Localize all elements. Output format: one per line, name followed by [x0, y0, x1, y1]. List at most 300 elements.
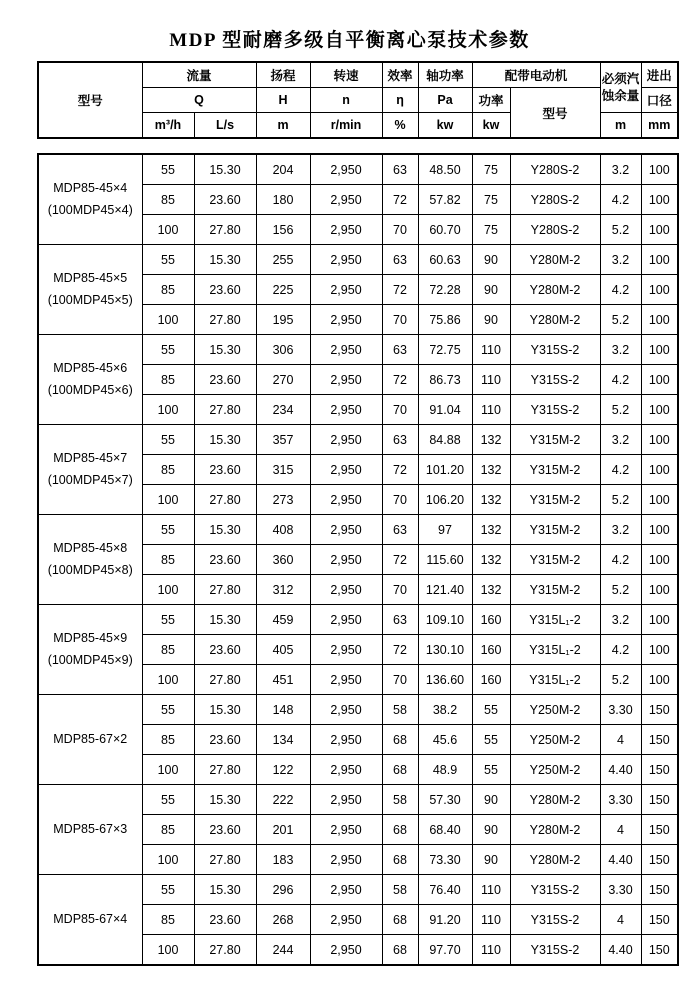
col-header-efficiency-symbol: η: [382, 88, 418, 113]
data-cell: 100: [641, 275, 678, 305]
data-cell: 101.20: [418, 455, 472, 485]
data-cell: 4: [600, 815, 641, 845]
data-cell: 90: [472, 305, 510, 335]
data-cell: 100: [641, 215, 678, 245]
data-cell: 2,950: [310, 485, 382, 515]
data-cell: 100: [641, 335, 678, 365]
data-cell: 15.30: [194, 515, 256, 545]
data-cell: 4.2: [600, 545, 641, 575]
data-cell: Y315L₁-2: [510, 665, 600, 695]
data-cell: Y315M-2: [510, 425, 600, 455]
pump-model-cell: [38, 605, 142, 695]
data-cell: 55: [472, 695, 510, 725]
data-cell: 75: [472, 185, 510, 215]
data-cell: 85: [142, 815, 194, 845]
data-cell: 100: [142, 935, 194, 966]
data-cell: 27.80: [194, 485, 256, 515]
data-cell: 408: [256, 515, 310, 545]
data-cell: 100: [641, 665, 678, 695]
data-cell: Y315L₁-2: [510, 635, 600, 665]
data-cell: 55: [142, 875, 194, 905]
data-cell: 27.80: [194, 845, 256, 875]
table-row: [38, 605, 678, 635]
data-cell: 85: [142, 275, 194, 305]
data-cell: 160: [472, 635, 510, 665]
data-cell: 4: [600, 905, 641, 935]
data-cell: 2,950: [310, 935, 382, 966]
data-cell: Y315M-2: [510, 455, 600, 485]
pump-model-label: (100MDP45×9): [47, 652, 133, 667]
data-cell: 45.6: [418, 725, 472, 755]
data-cell: 357: [256, 425, 310, 455]
data-cell: 4.2: [600, 185, 641, 215]
data-cell: 2,950: [310, 605, 382, 635]
data-cell: 100: [641, 365, 678, 395]
data-cell: 405: [256, 635, 310, 665]
data-cell: 70: [382, 215, 418, 245]
data-cell: 55: [142, 785, 194, 815]
col-header-flow-symbol: Q: [142, 88, 256, 113]
data-cell: 201: [256, 815, 310, 845]
table-row: [38, 154, 678, 185]
data-cell: 15.30: [194, 605, 256, 635]
pump-model-label: (100MDP45×8): [47, 562, 133, 577]
pump-model-label: MDP85-45×4: [53, 180, 128, 195]
data-cell: 38.2: [418, 695, 472, 725]
data-cell: 23.60: [194, 905, 256, 935]
data-cell: 132: [472, 455, 510, 485]
data-cell: 100: [641, 515, 678, 545]
data-cell: 23.60: [194, 275, 256, 305]
table-row: [38, 515, 678, 545]
data-cell: 2,950: [310, 455, 382, 485]
data-cell: 76.40: [418, 875, 472, 905]
data-cell: 15.30: [194, 785, 256, 815]
data-cell: 2,950: [310, 185, 382, 215]
data-cell: 100: [142, 575, 194, 605]
header-row-1: [38, 62, 678, 88]
data-cell: 75: [472, 154, 510, 185]
data-cell: 72: [382, 365, 418, 395]
header-table: [37, 61, 679, 139]
col-header-port-line1: 进出: [641, 62, 678, 88]
data-cell: 90: [472, 845, 510, 875]
data-cell: 100: [641, 425, 678, 455]
col-header-efficiency: 效率: [382, 62, 418, 88]
data-cell: 97.70: [418, 935, 472, 966]
pump-model-cell: [38, 515, 142, 605]
pump-model-label: MDP85-67×4: [53, 911, 128, 926]
npsh-label-line1: 必须汽: [601, 71, 640, 86]
pump-model-label: MDP85-45×6: [53, 360, 128, 375]
data-cell: 48.9: [418, 755, 472, 785]
col-header-motor-model: 型号: [510, 88, 600, 139]
data-cell: 5.2: [600, 575, 641, 605]
data-cell: 90: [472, 275, 510, 305]
table-row: [38, 335, 678, 365]
unit-npsh: m: [600, 113, 641, 139]
data-cell: 23.60: [194, 725, 256, 755]
col-header-head: 扬程: [256, 62, 310, 88]
data-cell: 4.40: [600, 845, 641, 875]
data-cell: 63: [382, 605, 418, 635]
data-cell: 3.2: [600, 335, 641, 365]
data-cell: Y315M-2: [510, 515, 600, 545]
data-cell: 72: [382, 455, 418, 485]
data-cell: 100: [142, 845, 194, 875]
data-cell: 90: [472, 245, 510, 275]
data-cell: 63: [382, 335, 418, 365]
data-cell: Y315S-2: [510, 365, 600, 395]
col-header-motor: 配带电动机: [472, 62, 600, 88]
data-cell: 68: [382, 815, 418, 845]
data-cell: 85: [142, 455, 194, 485]
data-cell: 100: [641, 154, 678, 185]
data-cell: 5.2: [600, 395, 641, 425]
data-cell: Y315M-2: [510, 485, 600, 515]
data-cell: 100: [641, 305, 678, 335]
data-cell: 100: [142, 485, 194, 515]
data-cell: 55: [472, 755, 510, 785]
data-cell: 132: [472, 485, 510, 515]
data-cell: 2,950: [310, 305, 382, 335]
data-cell: 90: [472, 815, 510, 845]
data-cell: Y315M-2: [510, 575, 600, 605]
data-cell: 273: [256, 485, 310, 515]
data-cell: 55: [472, 725, 510, 755]
data-cell: 150: [641, 935, 678, 966]
data-cell: 85: [142, 185, 194, 215]
data-cell: 27.80: [194, 575, 256, 605]
data-cell: 3.2: [600, 245, 641, 275]
data-cell: 2,950: [310, 545, 382, 575]
data-cell: 100: [641, 395, 678, 425]
data-cell: 100: [142, 215, 194, 245]
data-cell: 2,950: [310, 815, 382, 845]
data-cell: Y250M-2: [510, 725, 600, 755]
data-cell: 85: [142, 725, 194, 755]
col-header-speed-symbol: n: [310, 88, 382, 113]
data-cell: 100: [641, 575, 678, 605]
data-cell: 2,950: [310, 245, 382, 275]
data-cell: 306: [256, 335, 310, 365]
data-cell: 75: [472, 215, 510, 245]
pump-model-label: MDP85-45×7: [53, 450, 128, 465]
data-cell: 70: [382, 575, 418, 605]
data-cell: 360: [256, 545, 310, 575]
data-cell: 110: [472, 335, 510, 365]
data-cell: 2,950: [310, 695, 382, 725]
data-cell: 55: [142, 154, 194, 185]
pump-model-cell: [38, 785, 142, 875]
data-cell: Y315S-2: [510, 335, 600, 365]
data-cell: 55: [142, 605, 194, 635]
data-cell: Y315L₁-2: [510, 605, 600, 635]
data-cell: 73.30: [418, 845, 472, 875]
data-cell: 132: [472, 575, 510, 605]
data-cell: 70: [382, 305, 418, 335]
data-cell: 160: [472, 665, 510, 695]
data-cell: 85: [142, 545, 194, 575]
data-cell: 55: [142, 425, 194, 455]
data-cell: 106.20: [418, 485, 472, 515]
data-cell: 4: [600, 725, 641, 755]
data-cell: 15.30: [194, 875, 256, 905]
data-cell: 3.2: [600, 515, 641, 545]
data-cell: 150: [641, 845, 678, 875]
data-cell: 5.2: [600, 305, 641, 335]
data-cell: Y315S-2: [510, 935, 600, 966]
data-cell: 100: [142, 665, 194, 695]
data-cell: 100: [641, 455, 678, 485]
data-cell: Y280S-2: [510, 215, 600, 245]
table-row: [38, 245, 678, 275]
data-cell: 270: [256, 365, 310, 395]
data-cell: 2,950: [310, 905, 382, 935]
unit-flow-ls: L/s: [194, 113, 256, 139]
data-cell: Y280M-2: [510, 815, 600, 845]
data-cell: 150: [641, 905, 678, 935]
data-cell: Y280M-2: [510, 275, 600, 305]
data-cell: 55: [142, 245, 194, 275]
data-cell: 15.30: [194, 154, 256, 185]
data-cell: 27.80: [194, 935, 256, 966]
data-table: [37, 153, 679, 966]
table-row: [38, 695, 678, 725]
data-cell: 63: [382, 515, 418, 545]
data-cell: 225: [256, 275, 310, 305]
pump-model-label: MDP85-67×2: [53, 731, 128, 746]
data-cell: 58: [382, 875, 418, 905]
data-cell: 115.60: [418, 545, 472, 575]
unit-efficiency: %: [382, 113, 418, 139]
data-cell: 15.30: [194, 695, 256, 725]
pump-model-label: MDP85-45×9: [53, 630, 128, 645]
data-cell: Y280S-2: [510, 154, 600, 185]
pump-model-cell: [38, 695, 142, 785]
data-cell: 2,950: [310, 725, 382, 755]
data-cell: Y315S-2: [510, 905, 600, 935]
data-cell: 2,950: [310, 635, 382, 665]
data-cell: 85: [142, 905, 194, 935]
data-cell: 63: [382, 154, 418, 185]
data-cell: 122: [256, 755, 310, 785]
data-cell: 60.63: [418, 245, 472, 275]
data-cell: 3.30: [600, 785, 641, 815]
data-cell: 136.60: [418, 665, 472, 695]
data-cell: 55: [142, 695, 194, 725]
data-cell: Y280M-2: [510, 305, 600, 335]
data-cell: 312: [256, 575, 310, 605]
data-cell: 15.30: [194, 245, 256, 275]
data-cell: 150: [641, 815, 678, 845]
pump-model-cell: [38, 335, 142, 425]
data-cell: 2,950: [310, 154, 382, 185]
pump-model-label: MDP85-45×8: [53, 540, 128, 555]
col-header-pump-model: 型号: [38, 62, 142, 138]
data-cell: Y280M-2: [510, 245, 600, 275]
data-cell: 27.80: [194, 395, 256, 425]
data-cell: 110: [472, 395, 510, 425]
data-cell: 2,950: [310, 215, 382, 245]
unit-speed: r/min: [310, 113, 382, 139]
col-header-shaft-power-symbol: Pa: [418, 88, 472, 113]
data-cell: 90: [472, 785, 510, 815]
data-cell: 15.30: [194, 425, 256, 455]
data-cell: 70: [382, 395, 418, 425]
data-cell: 68: [382, 935, 418, 966]
unit-shaft-power: kw: [418, 113, 472, 139]
data-cell: 2,950: [310, 575, 382, 605]
data-cell: 23.60: [194, 545, 256, 575]
data-cell: 150: [641, 785, 678, 815]
data-cell: 234: [256, 395, 310, 425]
data-cell: 48.50: [418, 154, 472, 185]
data-cell: 85: [142, 365, 194, 395]
data-cell: 23.60: [194, 455, 256, 485]
data-cell: 58: [382, 785, 418, 815]
data-cell: 110: [472, 875, 510, 905]
data-cell: 72: [382, 275, 418, 305]
data-cell: 148: [256, 695, 310, 725]
col-header-speed: 转速: [310, 62, 382, 88]
data-cell: 100: [142, 395, 194, 425]
col-header-port-line2: 口径: [641, 88, 678, 113]
col-header-flow: 流量: [142, 62, 256, 88]
data-cell: 57.82: [418, 185, 472, 215]
data-cell: 150: [641, 725, 678, 755]
page-title: MDP 型耐磨多级自平衡离心泵技术参数: [169, 30, 530, 51]
pump-model-cell: [38, 425, 142, 515]
data-cell: 110: [472, 365, 510, 395]
data-cell: 100: [641, 245, 678, 275]
data-cell: 2,950: [310, 845, 382, 875]
data-cell: 23.60: [194, 635, 256, 665]
data-cell: 132: [472, 515, 510, 545]
data-cell: 91.20: [418, 905, 472, 935]
data-cell: 110: [472, 935, 510, 966]
data-cell: 451: [256, 665, 310, 695]
data-cell: 160: [472, 605, 510, 635]
data-cell: 68: [382, 755, 418, 785]
data-cell: 72: [382, 635, 418, 665]
data-cell: 100: [641, 485, 678, 515]
pump-model-cell: [38, 875, 142, 966]
data-cell: 195: [256, 305, 310, 335]
pump-model-label: (100MDP45×5): [47, 292, 133, 307]
data-cell: 57.30: [418, 785, 472, 815]
data-cell: 459: [256, 605, 310, 635]
data-cell: 100: [142, 755, 194, 785]
data-cell: Y250M-2: [510, 755, 600, 785]
data-cell: 315: [256, 455, 310, 485]
data-cell: 2,950: [310, 515, 382, 545]
data-cell: 100: [641, 635, 678, 665]
data-cell: 68: [382, 905, 418, 935]
data-cell: 2,950: [310, 335, 382, 365]
data-cell: 2,950: [310, 395, 382, 425]
pump-model-label: MDP85-67×3: [53, 821, 128, 836]
data-cell: 150: [641, 875, 678, 905]
data-cell: Y315S-2: [510, 875, 600, 905]
data-cell: 86.73: [418, 365, 472, 395]
data-cell: 5.2: [600, 485, 641, 515]
data-cell: 27.80: [194, 755, 256, 785]
data-cell: 4.2: [600, 635, 641, 665]
data-cell: 23.60: [194, 815, 256, 845]
data-cell: 132: [472, 425, 510, 455]
data-cell: 72.28: [418, 275, 472, 305]
data-cell: 2,950: [310, 425, 382, 455]
data-cell: 4.2: [600, 365, 641, 395]
data-cell: 63: [382, 245, 418, 275]
data-cell: 23.60: [194, 185, 256, 215]
npsh-label-line2: 蚀余量: [601, 88, 640, 103]
col-header-head-symbol: H: [256, 88, 310, 113]
data-cell: 2,950: [310, 755, 382, 785]
table-row: [38, 425, 678, 455]
data-cell: 97: [418, 515, 472, 545]
data-cell: 3.2: [600, 154, 641, 185]
data-cell: 268: [256, 905, 310, 935]
data-cell: 100: [641, 185, 678, 215]
col-header-shaft-power: 轴功率: [418, 62, 472, 88]
data-cell: 91.04: [418, 395, 472, 425]
data-cell: 27.80: [194, 215, 256, 245]
data-cell: 5.2: [600, 215, 641, 245]
data-cell: 2,950: [310, 875, 382, 905]
data-cell: 156: [256, 215, 310, 245]
data-cell: 109.10: [418, 605, 472, 635]
pump-model-label: (100MDP45×6): [47, 382, 133, 397]
data-cell: Y280M-2: [510, 845, 600, 875]
data-cell: 132: [472, 545, 510, 575]
data-cell: Y280M-2: [510, 785, 600, 815]
data-cell: 134: [256, 725, 310, 755]
data-cell: 4.40: [600, 935, 641, 966]
data-cell: 58: [382, 695, 418, 725]
data-cell: Y315S-2: [510, 395, 600, 425]
data-cell: 255: [256, 245, 310, 275]
data-cell: 222: [256, 785, 310, 815]
unit-head: m: [256, 113, 310, 139]
data-cell: 3.30: [600, 695, 641, 725]
data-cell: 180: [256, 185, 310, 215]
data-cell: 72: [382, 545, 418, 575]
data-cell: 72.75: [418, 335, 472, 365]
data-cell: 60.70: [418, 215, 472, 245]
data-cell: 2,950: [310, 365, 382, 395]
pump-model-cell: [38, 245, 142, 335]
data-cell: 2,950: [310, 785, 382, 815]
data-cell: Y250M-2: [510, 695, 600, 725]
data-cell: 4.40: [600, 755, 641, 785]
data-cell: Y280S-2: [510, 185, 600, 215]
data-cell: 3.30: [600, 875, 641, 905]
data-cell: 27.80: [194, 305, 256, 335]
data-cell: 75.86: [418, 305, 472, 335]
table-row: [38, 785, 678, 815]
pump-model-label: (100MDP45×7): [47, 472, 133, 487]
data-cell: 100: [641, 605, 678, 635]
data-cell: 85: [142, 635, 194, 665]
data-cell: 15.30: [194, 335, 256, 365]
data-cell: 68.40: [418, 815, 472, 845]
data-cell: 55: [142, 515, 194, 545]
data-cell: 3.2: [600, 605, 641, 635]
pump-model-label: (100MDP45×4): [47, 202, 133, 217]
data-cell: Y315M-2: [510, 545, 600, 575]
